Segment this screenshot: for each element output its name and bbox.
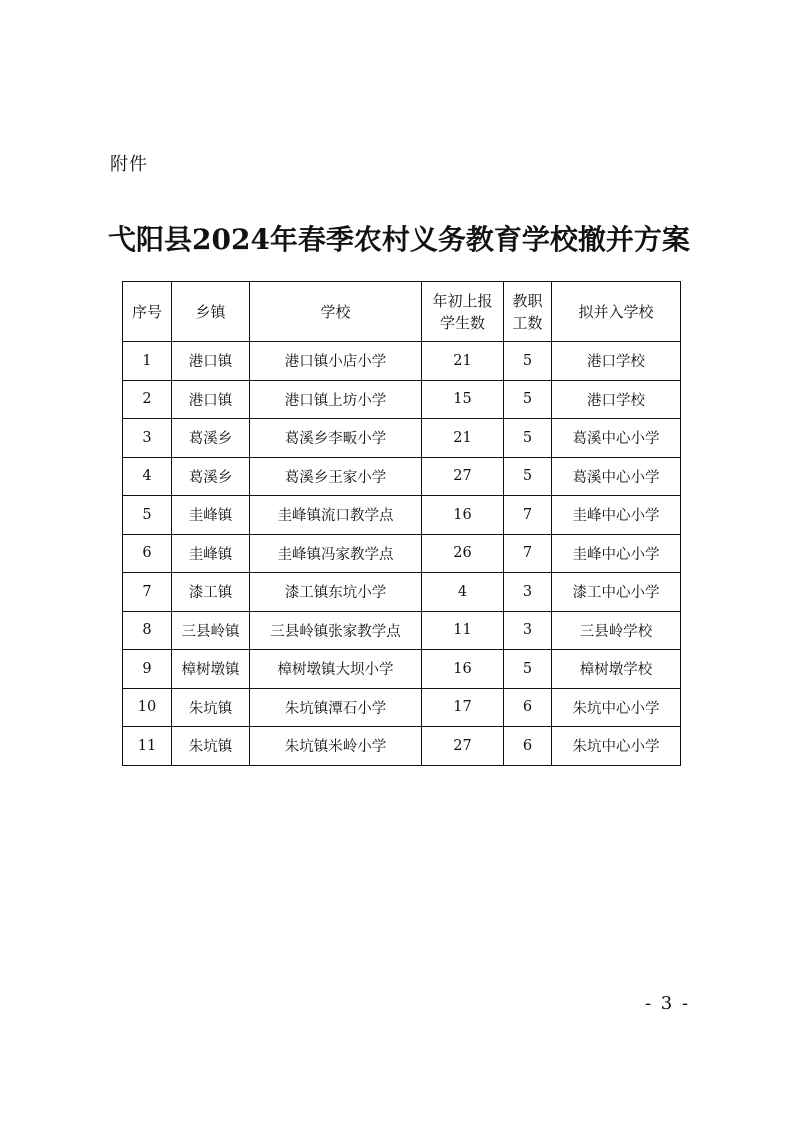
cell-staff: 7	[504, 534, 552, 573]
header-town: 乡镇	[172, 282, 250, 342]
cell-town: 圭峰镇	[172, 534, 250, 573]
cell-school: 葛溪乡李畈小学	[250, 419, 422, 458]
cell-index: 8	[123, 611, 172, 650]
cell-index: 2	[123, 380, 172, 419]
cell-staff: 7	[504, 496, 552, 535]
cell-students: 21	[422, 342, 504, 381]
cell-school: 樟树墩镇大坝小学	[250, 650, 422, 689]
header-staff-line1: 教职	[512, 291, 543, 310]
cell-school: 三县岭镇张家教学点	[250, 611, 422, 650]
attachment-label: 附件	[110, 154, 148, 175]
cell-staff: 6	[504, 727, 552, 766]
table-body	[123, 342, 681, 766]
cell-merge-into: 三县岭学校	[552, 611, 681, 650]
cell-town: 圭峰镇	[172, 496, 250, 535]
header-staff	[504, 282, 552, 342]
cell-school: 葛溪乡王家小学	[250, 457, 422, 496]
cell-town: 三县岭镇	[172, 611, 250, 650]
table-row	[123, 611, 681, 650]
cell-students: 15	[422, 380, 504, 419]
cell-staff: 5	[504, 380, 552, 419]
cell-school: 漆工镇东坑小学	[250, 573, 422, 612]
table-header	[123, 282, 681, 342]
cell-index: 3	[123, 419, 172, 458]
cell-index: 11	[123, 727, 172, 766]
header-index: 序号	[123, 282, 172, 342]
table-row	[123, 573, 681, 612]
cell-index: 7	[123, 573, 172, 612]
header-students	[422, 282, 504, 342]
table-row	[123, 380, 681, 419]
cell-staff: 5	[504, 342, 552, 381]
cell-students: 21	[422, 419, 504, 458]
cell-town: 朱坑镇	[172, 688, 250, 727]
cell-town: 朱坑镇	[172, 727, 250, 766]
cell-students: 26	[422, 534, 504, 573]
cell-town: 港口镇	[172, 342, 250, 381]
cell-school: 圭峰镇流口教学点	[250, 496, 422, 535]
cell-students: 11	[422, 611, 504, 650]
cell-town: 漆工镇	[172, 573, 250, 612]
header-row	[123, 282, 681, 342]
header-school: 学校	[250, 282, 422, 342]
document-title: 弋阳县2024年春季农村义务教育学校撤并方案	[108, 223, 690, 256]
cell-merge-into: 港口学校	[552, 380, 681, 419]
cell-town: 港口镇	[172, 380, 250, 419]
table-row	[123, 457, 681, 496]
cell-school: 朱坑镇潭石小学	[250, 688, 422, 727]
cell-merge-into: 朱坑中心小学	[552, 727, 681, 766]
cell-school: 朱坑镇米岭小学	[250, 727, 422, 766]
cell-town: 葛溪乡	[172, 419, 250, 458]
table-row	[123, 534, 681, 573]
cell-students: 27	[422, 457, 504, 496]
cell-town: 樟树墩镇	[172, 650, 250, 689]
cell-school: 港口镇上坊小学	[250, 380, 422, 419]
cell-index: 9	[123, 650, 172, 689]
cell-staff: 3	[504, 611, 552, 650]
cell-students: 4	[422, 573, 504, 612]
cell-merge-into: 漆工中心小学	[552, 573, 681, 612]
table-row	[123, 342, 681, 381]
cell-index: 10	[123, 688, 172, 727]
cell-staff: 5	[504, 457, 552, 496]
cell-merge-into: 葛溪中心小学	[552, 457, 681, 496]
table-row	[123, 650, 681, 689]
table-row	[123, 727, 681, 766]
header-students-line2: 学生数	[439, 313, 485, 332]
cell-school: 港口镇小店小学	[250, 342, 422, 381]
table-row	[123, 496, 681, 535]
header-merge-into: 拟并入学校	[552, 282, 681, 342]
cell-index: 5	[123, 496, 172, 535]
cell-town: 葛溪乡	[172, 457, 250, 496]
cell-staff: 5	[504, 419, 552, 458]
cell-staff: 3	[504, 573, 552, 612]
merge-plan-table	[122, 281, 681, 766]
cell-students: 16	[422, 496, 504, 535]
header-students-line1: 年初上报	[432, 291, 493, 310]
page-number: - 3 -	[645, 993, 691, 1014]
cell-merge-into: 樟树墩学校	[552, 650, 681, 689]
header-staff-line2: 工数	[512, 313, 543, 332]
cell-merge-into: 圭峰中心小学	[552, 534, 681, 573]
cell-staff: 6	[504, 688, 552, 727]
cell-students: 27	[422, 727, 504, 766]
cell-index: 6	[123, 534, 172, 573]
cell-staff: 5	[504, 650, 552, 689]
table-row	[123, 688, 681, 727]
cell-merge-into: 港口学校	[552, 342, 681, 381]
cell-merge-into: 圭峰中心小学	[552, 496, 681, 535]
cell-index: 1	[123, 342, 172, 381]
cell-merge-into: 朱坑中心小学	[552, 688, 681, 727]
table-row	[123, 419, 681, 458]
cell-merge-into: 葛溪中心小学	[552, 419, 681, 458]
cell-students: 17	[422, 688, 504, 727]
cell-school: 圭峰镇冯家教学点	[250, 534, 422, 573]
cell-students: 16	[422, 650, 504, 689]
cell-index: 4	[123, 457, 172, 496]
